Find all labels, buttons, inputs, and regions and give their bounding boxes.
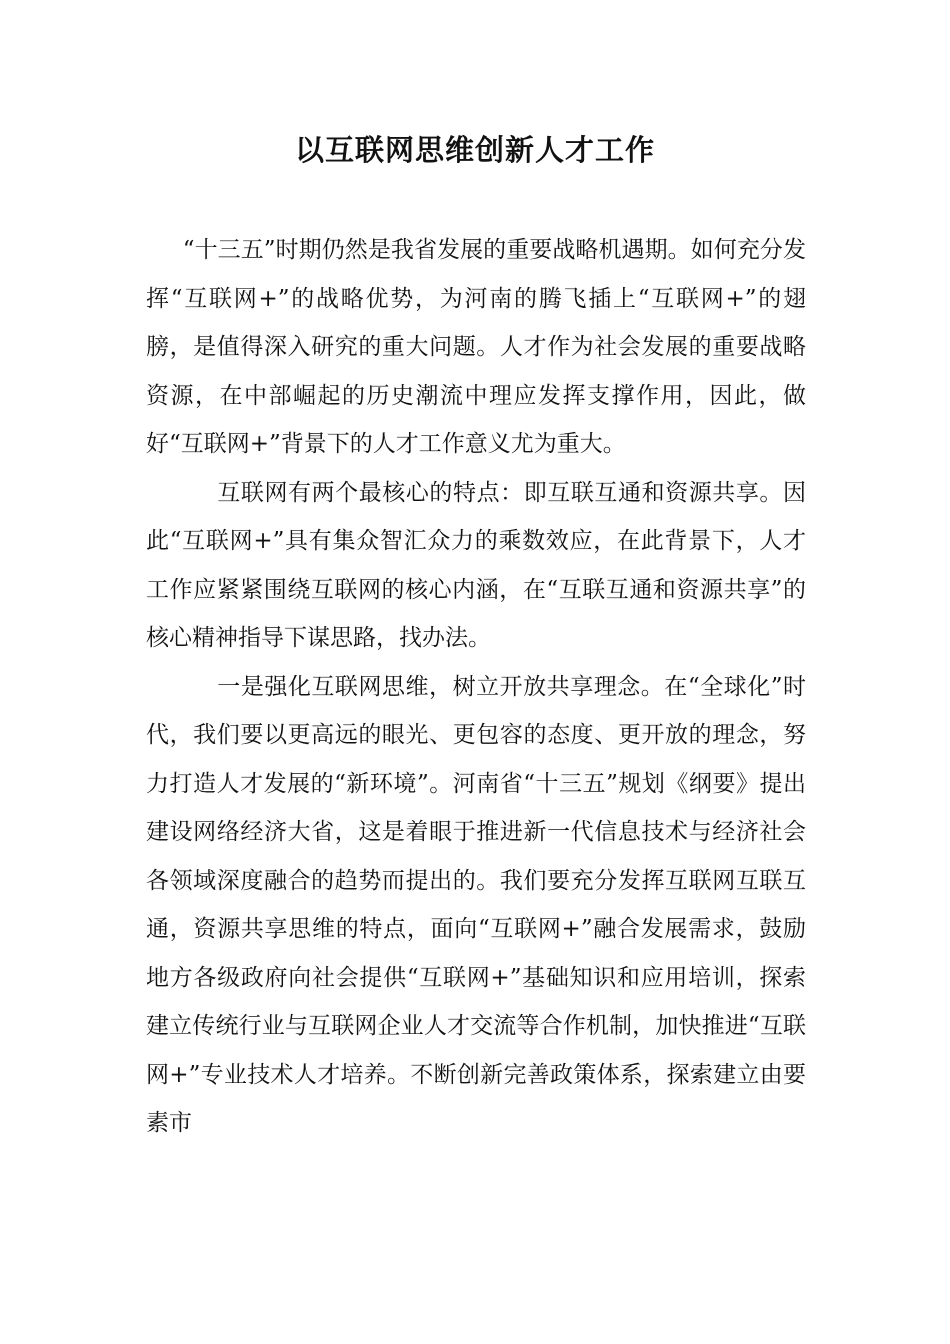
paragraph-point-one: 一是强化互联网思维，树立开放共享理念。在“全球化”时代，我们要以更高远的眼光、更包容的态度、更开放的理念，努力打造人才发展的“新环境”。河南省“十三五”规划《纲要》提出建设网络经济大省，这是着眼于推进新一代信息技术与经济社会各领域深度融合的趋势而提出的。我们要充分发挥互联网互联互通，资源共享思维的特点，面向“互联网+”融合发展需求，鼓励地方各级政府向社会提供“互联网+”基础知识和应用培训，探索建立传统行业与互联网企业人才交流等合作机制，加快推进“互联网+”专业技术人才培养。不断创新完善政策体系，探索建立由要素市 [146,673,806,1136]
paragraph-intro: “十三五”时期仍然是我省发展的重要战略机遇期。如何充分发挥“互联网+”的战略优势，为河南的腾飞插上“互联网+”的翅膀，是值得深入研究的重大问题。人才作为社会发展的重要战略资源，在中部崛起的历史潮流中理应发挥支撑作用，因此，做好“互联网+”背景下的人才工作意义尤为重大。 [146,237,806,457]
paragraph-characteristics: 互联网有两个最核心的特点：即互联互通和资源共享。因此“互联网+”具有集众智汇众力的乘数效应，在此背景下，人才工作应紧紧围绕互联网的核心内涵，在“互联互通和资源共享”的核心精神指导下谋思路，找办法。 [146,479,806,651]
document-title: 以互联网思维创新人才工作 [294,133,655,167]
document-body [146,226,806,1148]
